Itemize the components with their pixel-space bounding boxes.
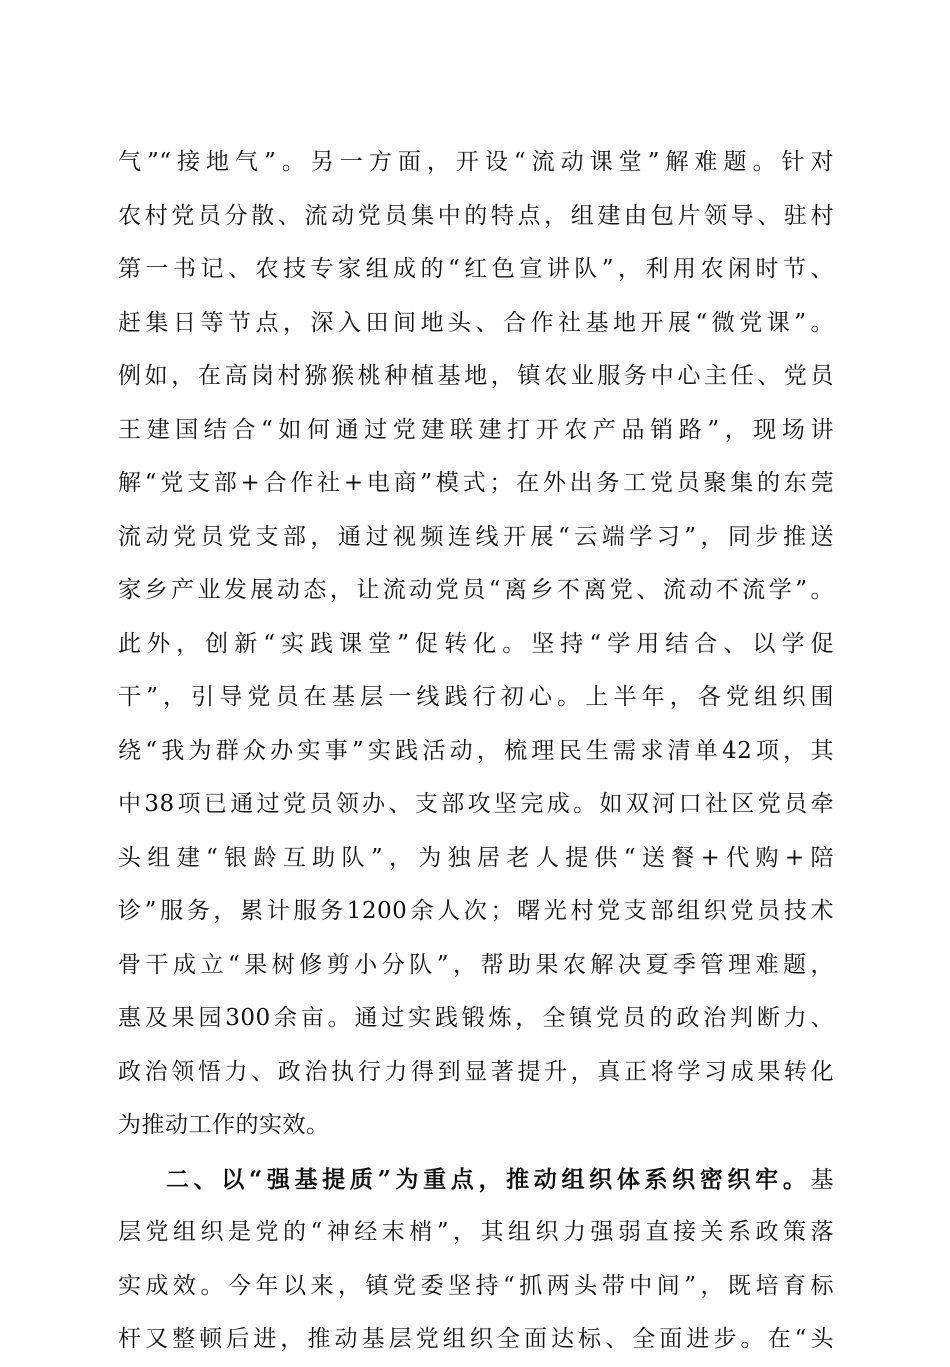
body-text — [118, 136, 834, 1367]
text-line: 家乡产业发展动态，让流动党员“离乡不离党、流动不流学”。 — [118, 577, 834, 603]
text-line: 例如，在高岗村猕猴桃种植基地，镇农业服务中心主任、党员 — [118, 363, 834, 389]
text-line: 干”，引导党员在基层一线践行初心。上半年，各党组织围 — [118, 684, 834, 710]
text-line: 农村党员分散、流动党员集中的特点，组建由包片领导、驻村 — [118, 202, 834, 229]
text-line: 解“党支部+合作社+电商”模式；在外出务工党员聚集的东莞 — [118, 470, 834, 496]
section-heading-line — [118, 1153, 834, 1207]
text-line: 骨干成立“果树修剪小分队”，帮助果农解决夏季管理难题， — [118, 951, 834, 978]
text-line: 第一书记、农技专家组成的“红色宣讲队”，利用农闲时节、 — [118, 256, 834, 282]
section-heading: 二、以“强基提质”为重点，推动组织体系织密织牢。 — [166, 1165, 811, 1193]
text-line: 为推动工作的实效。 — [118, 1112, 330, 1138]
text-line: 绕“我为群众办实事”实践活动，梳理民生需求清单42项，其 — [118, 737, 834, 764]
text-line: 头组建“银龄互助队”，为独居老人提供“送餐+代购+陪 — [118, 844, 834, 871]
text-line: 政治领悟力、政治执行力得到显著提升，真正将学习成果转化 — [118, 1058, 834, 1085]
text-line: 诊”服务，累计服务1200余人次；曙光村党支部组织党员技术 — [118, 898, 834, 924]
text-line: 王建国结合“如何通过党建联建打开农产品销路”，现场讲 — [118, 416, 834, 443]
text-line: 实成效。今年以来，镇党委坚持“抓两头带中间”，既培育标 — [118, 1272, 834, 1299]
text-line: 杆又整顿后进，推动基层党组织全面达标、全面进步。在“头 — [118, 1326, 834, 1352]
section-heading-tail: 基 — [810, 1166, 834, 1193]
text-line: 中38项已通过党员领办、支部攻坚完成。如双河口社区党员牵 — [118, 791, 834, 817]
text-line: 气”“接地气”。另一方面，开设“流动课堂”解难题。针对 — [118, 149, 834, 175]
text-line: 层党组织是党的“神经末梢”，其组织力强弱直接关系政策落 — [118, 1219, 834, 1245]
text-line: 此外，创新“实践课堂”促转化。坚持“学用结合、以学促 — [118, 630, 834, 657]
text-line: 惠及果园300余亩。通过实践锻炼，全镇党员的政治判断力、 — [118, 1005, 834, 1031]
text-line: 赶集日等节点，深入田间地头、合作社基地开展“微党课”。 — [118, 309, 834, 336]
text-line: 流动党员党支部，通过视频连线开展“云端学习”，同步推送 — [118, 523, 834, 550]
